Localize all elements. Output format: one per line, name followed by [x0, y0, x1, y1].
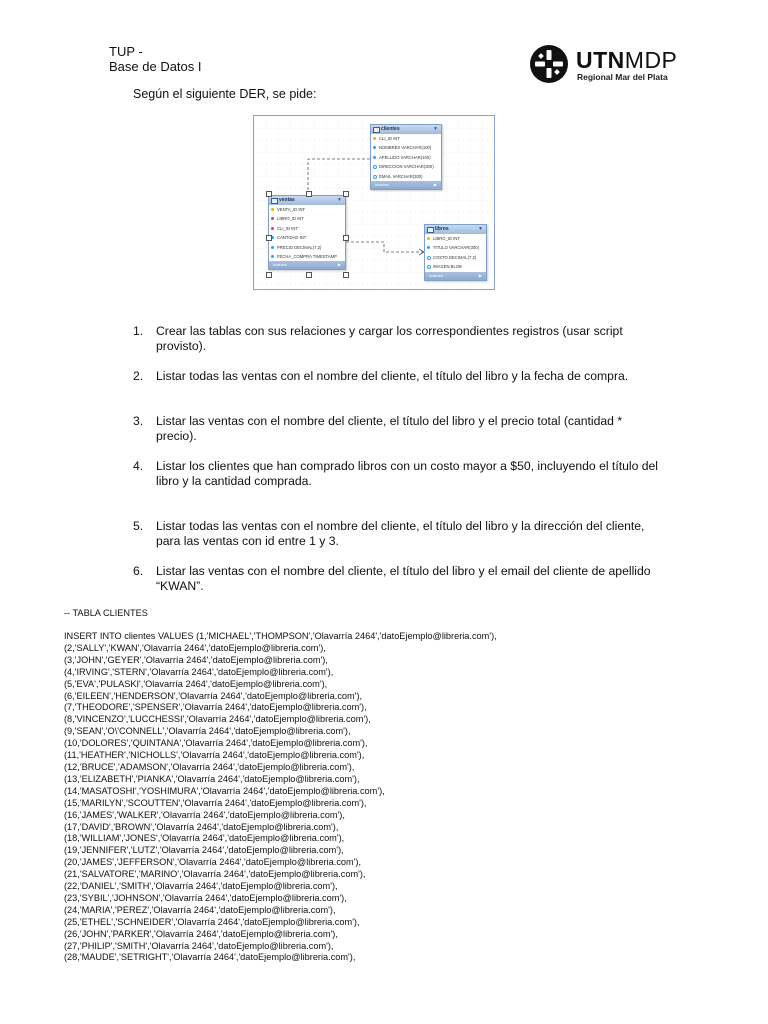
collapse-arrow-icon[interactable]: ▼	[433, 126, 438, 132]
column-row: LIBRO_ID INT	[269, 214, 345, 223]
column-icon	[373, 156, 376, 159]
table-ventas[interactable]	[268, 195, 346, 270]
sql-line: (14,'MASATOSHI','YOSHIMURA','Olavarría 2464','datoEjemplo@libreria.com'),	[64, 785, 385, 796]
sql-line: (25,'ETHEL','SCHNEIDER','Olavarría 2464','datoEjemplo@libreria.com'),	[64, 916, 360, 927]
sql-insert-block	[64, 631, 744, 964]
sql-line: (12,'BRUCE','ADAMSON','Olavarría 2464','datoEjemplo@libreria.com'),	[64, 761, 355, 772]
table-ventas-name: ventas	[279, 197, 295, 203]
primary-key-icon	[427, 237, 430, 240]
task-item-3: 3. Listar las ventas con el nombre del cliente, el título del libro y el precio total (cantidad * precio).	[133, 414, 673, 444]
sql-line: (20,'JAMES','JEFFERSON','Olavarría 2464','datoEjemplo@libreria.com'),	[64, 857, 362, 868]
task-text: Listar todas las ventas con el nombre del cliente, el título del libro y la fecha de compra.	[156, 369, 629, 383]
selection-handle[interactable]	[343, 191, 349, 197]
sql-line: (10,'DOLORES','QUINTANA','Olavarría 2464','datoEjemplo@libreria.com'),	[64, 738, 368, 749]
course-line-1: TUP -	[109, 44, 143, 59]
task-text: Crear las tablas con sus relaciones y cargar los correspondientes registros (usar script provisto).	[156, 324, 623, 353]
table-clientes-name: clientes	[381, 126, 400, 132]
column-icon	[271, 255, 274, 258]
task-item-4: 4. Listar los clientes que han comprado libros con un costo mayor a $50, incluyendo el título del libro y la cantidad comprada.	[133, 459, 673, 489]
table-libros-indexes[interactable]: Indexes ▶	[425, 272, 486, 280]
column-row: DIRECCION VARCHAR(300)	[371, 162, 441, 171]
table-libros[interactable]	[424, 224, 487, 281]
sql-line: (27,'PHILIP','SMITH','Olavarría 2464','datoEjemplo@libreria.com'),	[64, 940, 334, 951]
column-icon	[373, 165, 377, 169]
primary-key-icon	[271, 208, 274, 211]
selection-handle[interactable]	[306, 191, 312, 197]
sql-line: (21,'SALVATORE','MARINO','Olavarría 2464','datoEjemplo@libreria.com'),	[64, 869, 366, 880]
task-text: Listar todas las ventas con el nombre del cliente, el título del libro y la dirección del cliente, para las ventas con id entre 1 y 3.	[156, 519, 645, 548]
sql-line: (26,'JOHN','PARKER','Olavarría 2464','datoEjemplo@libreria.com'),	[64, 928, 338, 939]
task-item-6: 6. Listar las ventas con el nombre del cliente, el título del libro y el email del cliente de apellido “KWAN”.	[133, 564, 673, 594]
selection-handle[interactable]	[343, 235, 349, 241]
sql-comment: -- TABLA CLIENTES	[64, 608, 148, 618]
foreign-key-icon	[271, 227, 274, 230]
column-row: PRECIO DECIMAL(7,2)	[269, 243, 345, 252]
column-row: CLI_ID INT	[371, 134, 441, 143]
table-icon	[271, 198, 278, 204]
table-icon	[427, 227, 434, 233]
column-icon	[373, 175, 377, 179]
sql-line: (17,'DAVID','BROWN','Olavarría 2464','datoEjemplo@libreria.com'),	[64, 821, 339, 832]
table-libros-name: libros	[435, 226, 449, 232]
table-icon	[373, 127, 380, 133]
sql-line: (13,'ELIZABETH','PIANKA','Olavarría 2464','datoEjemplo@libreria.com'),	[64, 773, 360, 784]
selection-handle[interactable]	[306, 272, 312, 278]
logo-brand-bold: UTN	[576, 47, 625, 73]
task-text: Listar las ventas con el nombre del cliente, el título del libro y el email del cliente de apellido “KWAN”.	[156, 564, 651, 593]
sql-line: (11,'HEATHER','NICHOLLS','Olavarría 2464','datoEjemplo@libreria.com'),	[64, 750, 365, 761]
sql-line: (9,'SEAN','O\'CONNELL','Olavarría 2464','datoEjemplo@libreria.com'),	[64, 726, 351, 737]
column-row: FECHA_COMPRA TIMESTAMP	[269, 252, 345, 261]
task-item-1: 1. Crear las tablas con sus relaciones y cargar los correspondientes registros (usar script provisto).	[133, 324, 673, 354]
column-icon	[427, 246, 430, 249]
expand-arrow-icon: ▶	[337, 262, 341, 268]
table-libros-header	[425, 225, 486, 234]
task-item-5: 5. Listar todas las ventas con el nombre del cliente, el título del libro y la dirección del cliente, para las ventas con id entre 1 y 3.	[133, 519, 673, 549]
selection-handle[interactable]	[343, 272, 349, 278]
sql-line: (24,'MARIA','PEREZ','Olavarría 2464','datoEjemplo@libreria.com'),	[64, 904, 336, 915]
sql-line: (7,'THEODORE','SPENSER','Olavarría 2464','datoEjemplo@libreria.com'),	[64, 702, 367, 713]
expand-arrow-icon: ▶	[433, 181, 437, 187]
table-clientes-indexes[interactable]: Indexes ▶	[371, 181, 441, 189]
sql-line: (28,'MAUDE','SETRIGHT','Olavarría 2464','datoEjemplo@libreria.com'),	[64, 952, 356, 963]
course-title	[109, 44, 202, 74]
column-row: CANTIDAD INT	[269, 233, 345, 242]
sql-line: (19,'JENNIFER','LUTZ','Olavarría 2464','datoEjemplo@libreria.com'),	[64, 845, 344, 856]
sql-line: (23,'SYBIL','JOHNSON','Olavarría 2464','datoEjemplo@libreria.com'),	[64, 892, 347, 903]
utn-logo	[529, 44, 709, 84]
sql-line: (22,'DANIEL','SMITH','Olavarría 2464','datoEjemplo@libreria.com'),	[64, 881, 338, 892]
primary-key-icon	[373, 137, 376, 140]
column-row: LIBRO_ID INT	[425, 234, 486, 243]
expand-arrow-icon: ▶	[478, 272, 482, 278]
sql-line: (6,'EILEEN','HENDERSON','Olavarría 2464','datoEjemplo@libreria.com'),	[64, 690, 363, 701]
column-icon	[271, 246, 274, 249]
task-text: Listar los clientes que han comprado libros con un costo mayor a $50, incluyendo el título del libro y la cantidad comprada.	[156, 459, 659, 488]
column-row: COSTO DECIMAL(7,2)	[425, 253, 486, 262]
sql-line: (8,'VINCENZO','LUCCHESSI','Olavarría 2464','datoEjemplo@libreria.com'),	[64, 714, 371, 725]
intro-text: Según el siguiente DER, se pide:	[133, 87, 317, 101]
column-icon	[427, 265, 431, 269]
foreign-key-icon	[271, 217, 274, 220]
collapse-arrow-icon[interactable]: ▼	[478, 226, 483, 232]
sql-line: (4,'IRVING','STERN','Olavarría 2464','datoEjemplo@libreria.com'),	[64, 666, 334, 677]
task-text: Listar las ventas con el nombre del cliente, el título del libro y el precio total (cantidad * precio).	[156, 414, 623, 443]
table-clientes-header	[371, 125, 441, 134]
column-row: TITULO VARCHAR(300)	[425, 243, 486, 252]
sql-line: (5,'EVA','PULASKI','Olavarría 2464','datoEjemplo@libreria.com'),	[64, 678, 328, 689]
column-row: APELLIDO VARCHAR(100)	[371, 153, 441, 162]
column-row: IMAGEN BLOB	[425, 262, 486, 271]
course-line-2: Base de Datos I	[109, 59, 202, 74]
table-ventas-header	[269, 196, 345, 205]
table-clientes[interactable]	[370, 124, 442, 190]
selection-handle[interactable]	[266, 191, 272, 197]
sql-line: INSERT INTO clientes VALUES (1,'MICHAEL','THOMPSON','Olavarría 2464','datoEjemplo@libreria.com'),	[64, 631, 497, 641]
table-ventas-indexes[interactable]: Indexes ▶	[269, 261, 345, 269]
er-diagram	[253, 115, 495, 290]
logo-brand-light: MDP	[624, 47, 678, 73]
selection-handle[interactable]	[266, 235, 272, 241]
task-item-2: 2. Listar todas las ventas con el nombre del cliente, el título del libro y la fecha de compra.	[133, 369, 673, 385]
logo-subtitle: Regional Mar del Plata	[577, 72, 668, 82]
sql-line: (3,'JOHN','GEYER','Olavarría 2464','datoEjemplo@libreria.com'),	[64, 654, 328, 665]
collapse-arrow-icon[interactable]: ▼	[337, 197, 342, 203]
column-icon	[373, 146, 376, 149]
column-row: CLI_ID INT	[269, 224, 345, 233]
column-row: VENTA_ID INT	[269, 205, 345, 214]
sql-line: (18,'WILLIAM','JONES','Olavarría 2464','datoEjemplo@libreria.com'),	[64, 833, 345, 844]
sql-line: (16,'JAMES','WALKER','Olavarría 2464','datoEjemplo@libreria.com'),	[64, 809, 345, 820]
column-row: NOMBRES VARCHAR(100)	[371, 143, 441, 152]
column-icon	[427, 256, 431, 260]
sql-line: (2,'SALLY','KWAN','Olavarría 2464','datoEjemplo@libreria.com'),	[64, 642, 326, 653]
selection-handle[interactable]	[266, 272, 272, 278]
utn-emblem-icon	[529, 44, 569, 84]
sql-line: (15,'MARILYN','SCOUTTEN','Olavarría 2464','datoEjemplo@libreria.com'),	[64, 797, 367, 808]
logo-brand	[576, 48, 677, 72]
column-row: EMAIL VARCHAR(300)	[371, 172, 441, 181]
